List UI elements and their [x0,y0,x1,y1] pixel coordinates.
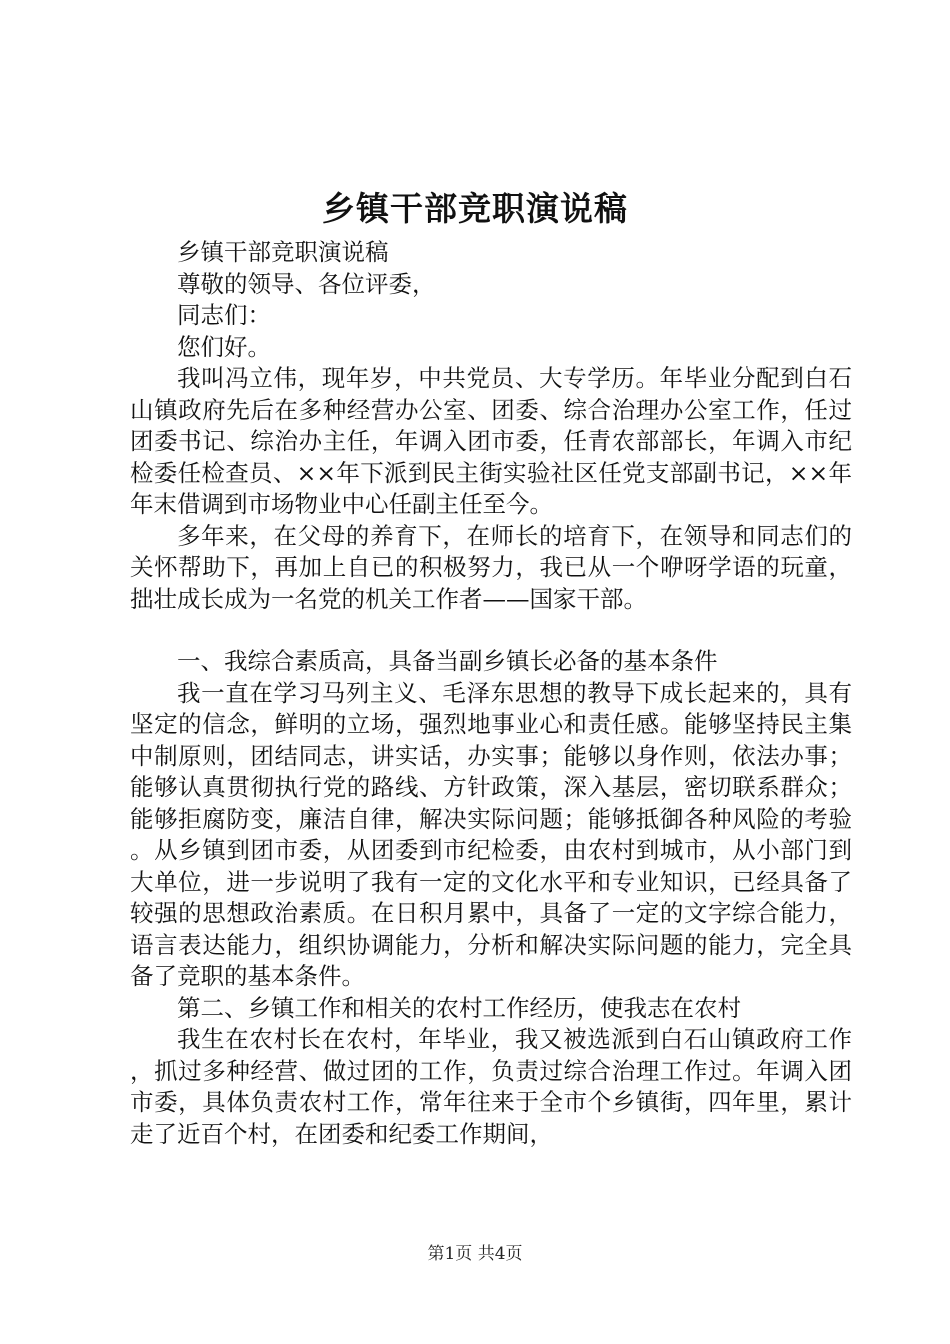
paragraph-self-introduction: 我叫冯立伟，现年岁，中共党员、大专学历。年毕业分配到白石山镇政府先后在多种经营办公室、团委、综合治理办公室工作，任过团委书记、综治办主任，年调入团市委，任青农部部长，年调入市纪检委任检查员、××年下派到民主街实验社区任党支部副书记，××年年末借调到市场物业中心任副主任至今。 [130,364,852,518]
paragraph-growth: 多年来，在父母的养育下，在师长的培育下，在领导和同志们的关怀帮助下，再加上自已的积极努力，我已从一个咿呀学语的玩童，拙壮成长成为一名党的机关工作者——国家干部。 [130,521,852,613]
section-heading-1: 一、我综合素质高，具备当副乡镇长必备的基本条件 [177,647,718,675]
document-title: 乡镇干部竞职演说稿 [322,189,628,228]
paragraph-greeting: 您们好。 [177,332,271,361]
document-body [130,237,852,1150]
paragraph-qualities: 我一直在学习马列主义、毛泽东思想的教导下成长起来的，具有坚定的信念，鲜明的立场，强烈地事业心和责任感。能够坚持民主集中制原则，团结同志，讲实话，办实事；能够以身作则，依法办事；能够认真贯彻执行党的路线、方针政策，深入基层，密切联系群众；能够拒腐防变，廉洁自律，解决实际问题；能够抵御各种风险的考验。从乡镇到团市委，从团委到市纪检委，由农村到城市，从小部门到大单位，进一步说明了我有一定的文化水平和专业知识，已经具备了较强的思想政治素质。在日积月累中，具备了一定的文字综合能力，语言表达能力，组织协调能力，分析和解决实际问题的能力，完全具备了竞职的基本条件。 [130,678,852,990]
paragraph-subtitle: 乡镇干部竞职演说稿 [177,238,389,266]
section-heading-2: 第二、乡镇工作和相关的农村工作经历，使我志在农村 [177,993,741,1022]
paragraph-salutation-comrades: 同志们： [177,301,271,329]
paragraph-rural-experience: 我生在农村长在农村，年毕业，我又被选派到白石山镇政府工作，抓过多种经营、做过团的工作，负责过综合治理工作过。年调入团市委，具体负责农村工作，常年往来于全市个乡镇街，四年里，累计走了近百个村，在团委和纪委工作期间， [130,1025,852,1148]
page-indicator: 第1页 共4页 [427,1244,523,1264]
paragraph-salutation: 尊敬的领导、各位评委， [177,269,436,298]
